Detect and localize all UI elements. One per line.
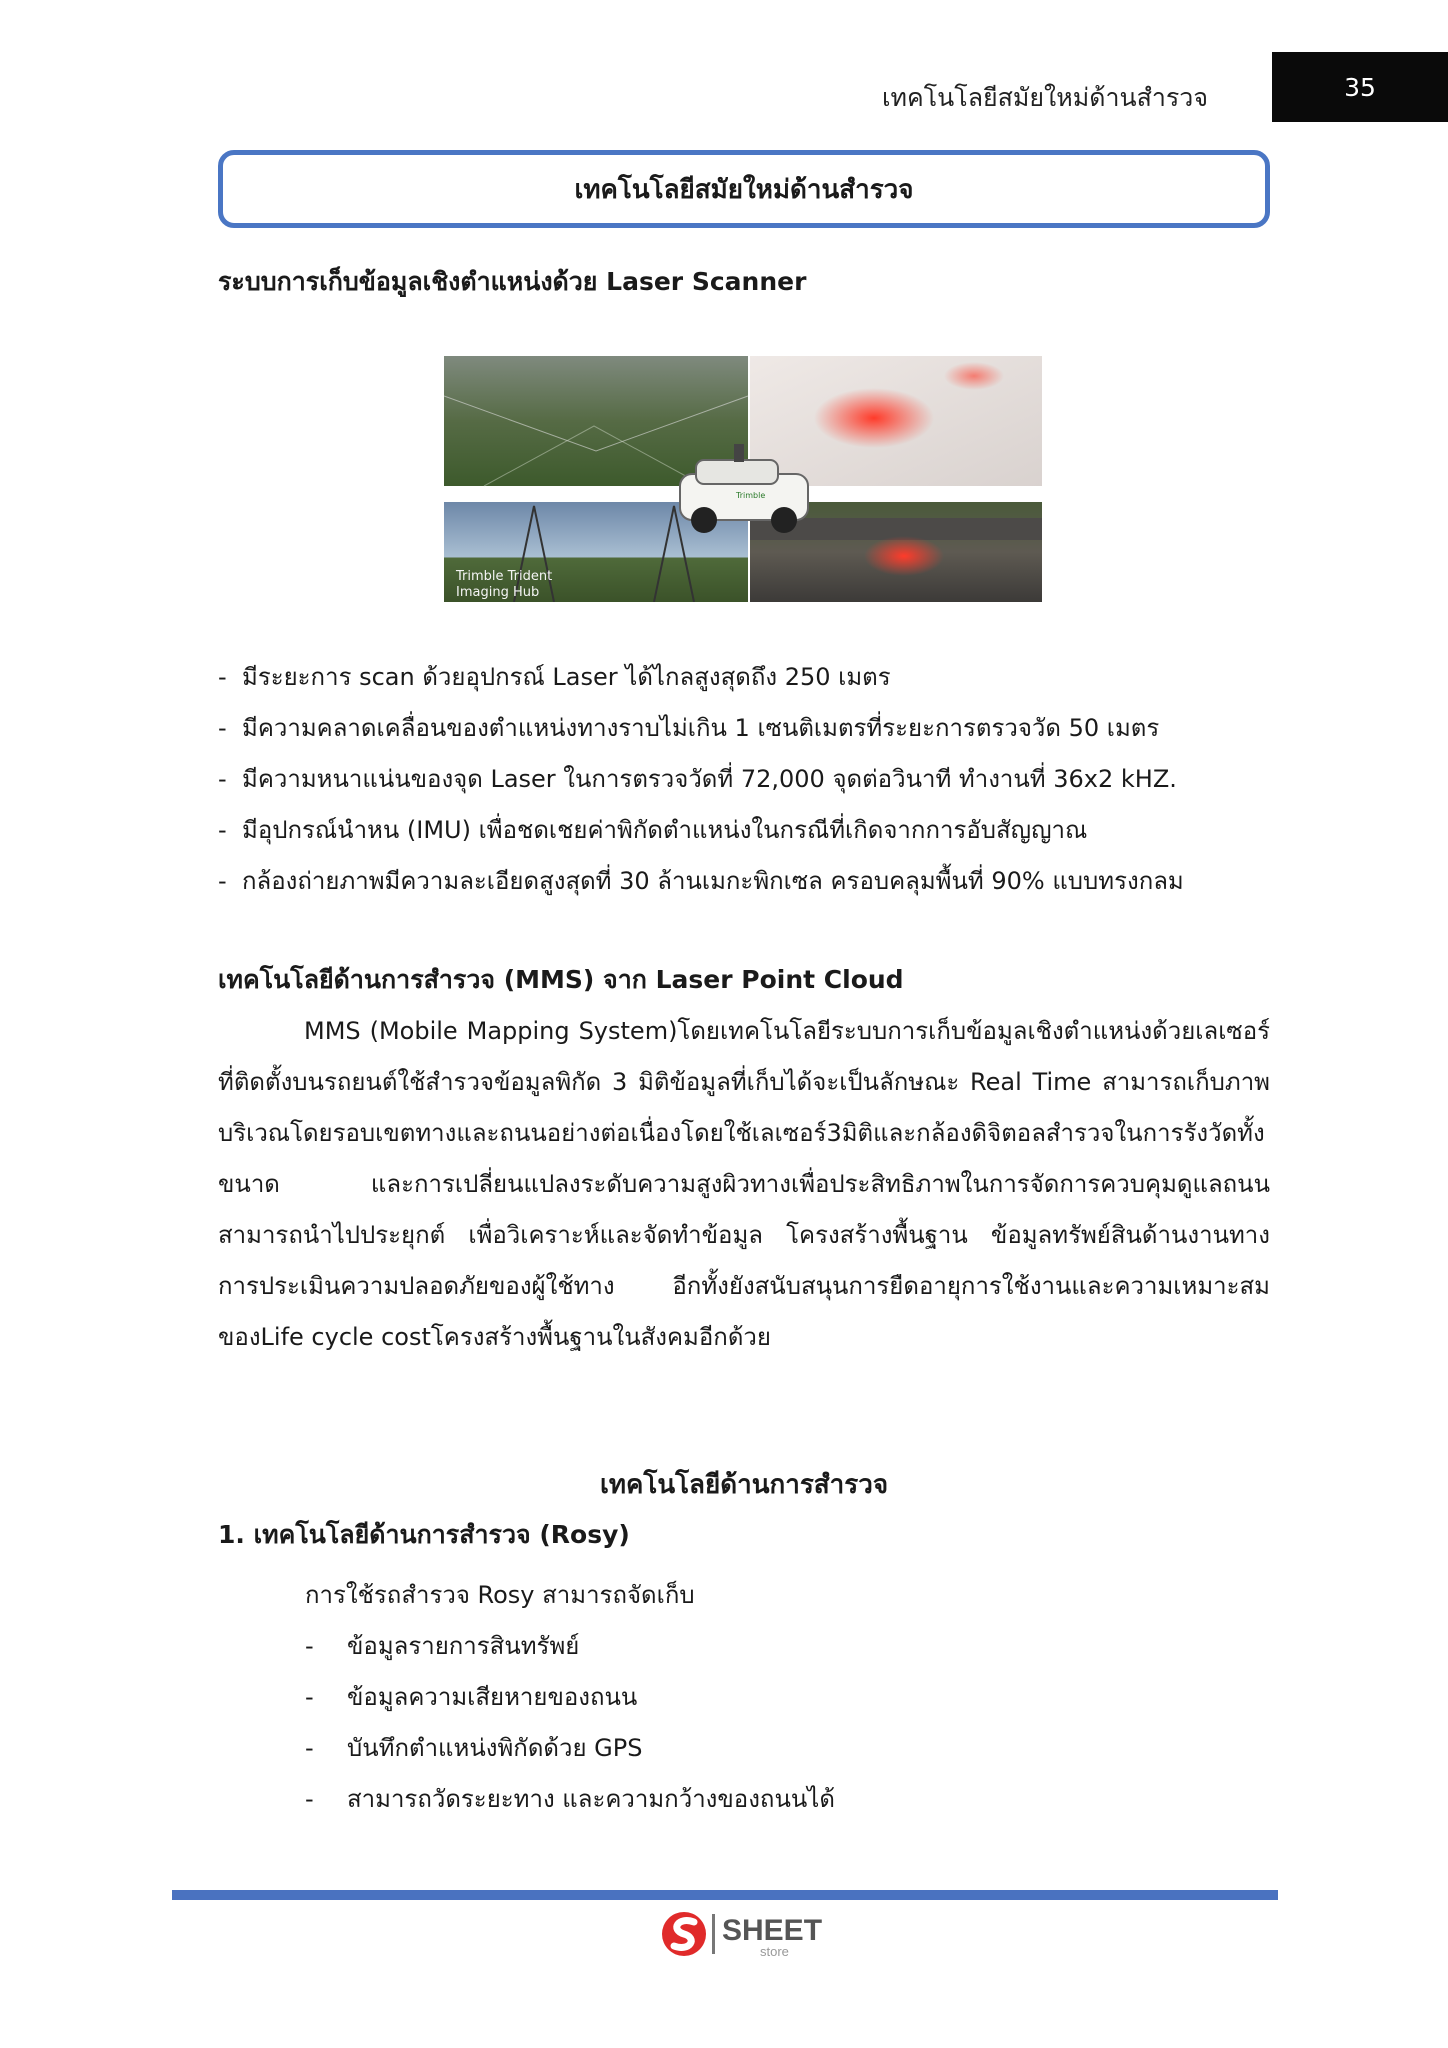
list-item: - มีอุปกรณ์นำหน (IMU) เพื่อชดเชยค่าพิกัดตำแหน่งในกรณีที่เกิดจากการอับสัญญาณ — [218, 816, 1088, 844]
list-item: - มีความคลาดเคลื่อนของตำแหน่งทางราบไม่เกิน 1 เซนติเมตรที่ระยะการตรวจวัด 50 เมตร — [218, 714, 1160, 742]
sheet-store-logo — [660, 1904, 840, 1964]
laser-scanner-figure — [444, 356, 1042, 602]
footer-divider — [172, 1890, 1278, 1900]
rosy-list — [305, 1621, 835, 1825]
list-item: - บันทึกตำแหน่งพิกัดด้วย GPS — [305, 1734, 643, 1762]
header-title: เทคโนโลยีสมัยใหม่ด้านสำรวจ — [882, 83, 1208, 112]
list-item: - ข้อมูลรายการสินทรัพย์ — [305, 1632, 580, 1660]
rosy-intro: การใช้รถสำรวจ Rosy สามารถจัดเก็บ — [305, 1581, 695, 1609]
title-box: เทคโนโลยีสมัยใหม่ด้านสำรวจ — [218, 150, 1270, 228]
rosy-subheading: 1. เทคโนโลยีด้านการสำรวจ (Rosy) — [218, 1520, 630, 1549]
section-heading-laser: ระบบการเก็บข้อมูลเชิงตำแหน่งด้วย Laser Scanner — [218, 267, 807, 296]
page-number: 35 — [1272, 52, 1448, 122]
section-heading-mms: เทคโนโลยีด้านการสำรวจ (MMS) จาก Laser Point Cloud — [218, 965, 904, 994]
laser-scanner-image — [444, 356, 1042, 602]
mms-paragraph: MMS (Mobile Mapping System)โดยเทคโนโลยีระบบการเก็บข้อมูลเชิงตำแหน่งด้วยเลเซอร์ที่ติดตั้งบนรถยนต์ใช้สำรวจข้อมูลพิกัด 3 มิติข้อมูลที่เก็บได้จะเป็นลักษณะ Real Time สามารถเก็บภาพบริเวณโดยรอบเขตทางและถนนอย่างต่อเนื่องโดยใช้เลเซอร์3มิติและกล้องดิจิตอลสำรวจในการรังวัดทั้งขนาด และการเปลี่ยนแปลงระดับความสูงผิวทางเพื่อประสิทธิภาพในการจัดการควบคุมดูแลถนน สามารถนำไปประยุกต์ เพื่อวิเคราะห์และจัดทำข้อมูล โครงสร้างพื้นฐาน ข้อมูลทรัพย์สินด้านงานทาง การประเมินความปลอดภัยของผู้ใช้ทาง อีกทั้งยังสนับสนุนการยืดอายุการใช้งานและความเหมาะสมของLife cycle costโครงสร้างพื้นฐานในสังคมอีกด้วย — [218, 1017, 1270, 1351]
svg-text:Imaging Hub: Imaging Hub — [456, 585, 540, 600]
list-item: - กล้องถ่ายภาพมีความละเอียดสูงสุดที่ 30 ล้านเมกะพิกเซล ครอบคลุมพื้นที่ 90% แบบทรงกลม — [218, 867, 1184, 895]
figure-caption: Trimble Trident — [456, 569, 553, 584]
list-item: - มีความหนาแน่นของจุด Laser ในการตรวจวัดที่ 72,000 จุดต่อวินาที ทำงานที่ 36x2 kHZ. — [218, 765, 1177, 793]
survey-center-heading: เทคโนโลยีด้านการสำรวจ — [599, 1470, 889, 1500]
list-item: - มีระยะการ scan ด้วยอุปกรณ์ Laser ได้ไกลสูงสุดถึง 250 เมตร — [218, 663, 891, 691]
list-item: - ข้อมูลความเสียหายของถนน — [305, 1683, 638, 1711]
svg-text:store: store — [760, 1944, 789, 1959]
svg-text:Trimble: Trimble — [736, 491, 766, 500]
list-item: - สามารถวัดระยะทาง และความกว้างของถนนได้ — [305, 1785, 835, 1813]
svg-text:SHEET: SHEET — [722, 1914, 823, 1947]
laser-bullet-list — [218, 652, 1184, 907]
